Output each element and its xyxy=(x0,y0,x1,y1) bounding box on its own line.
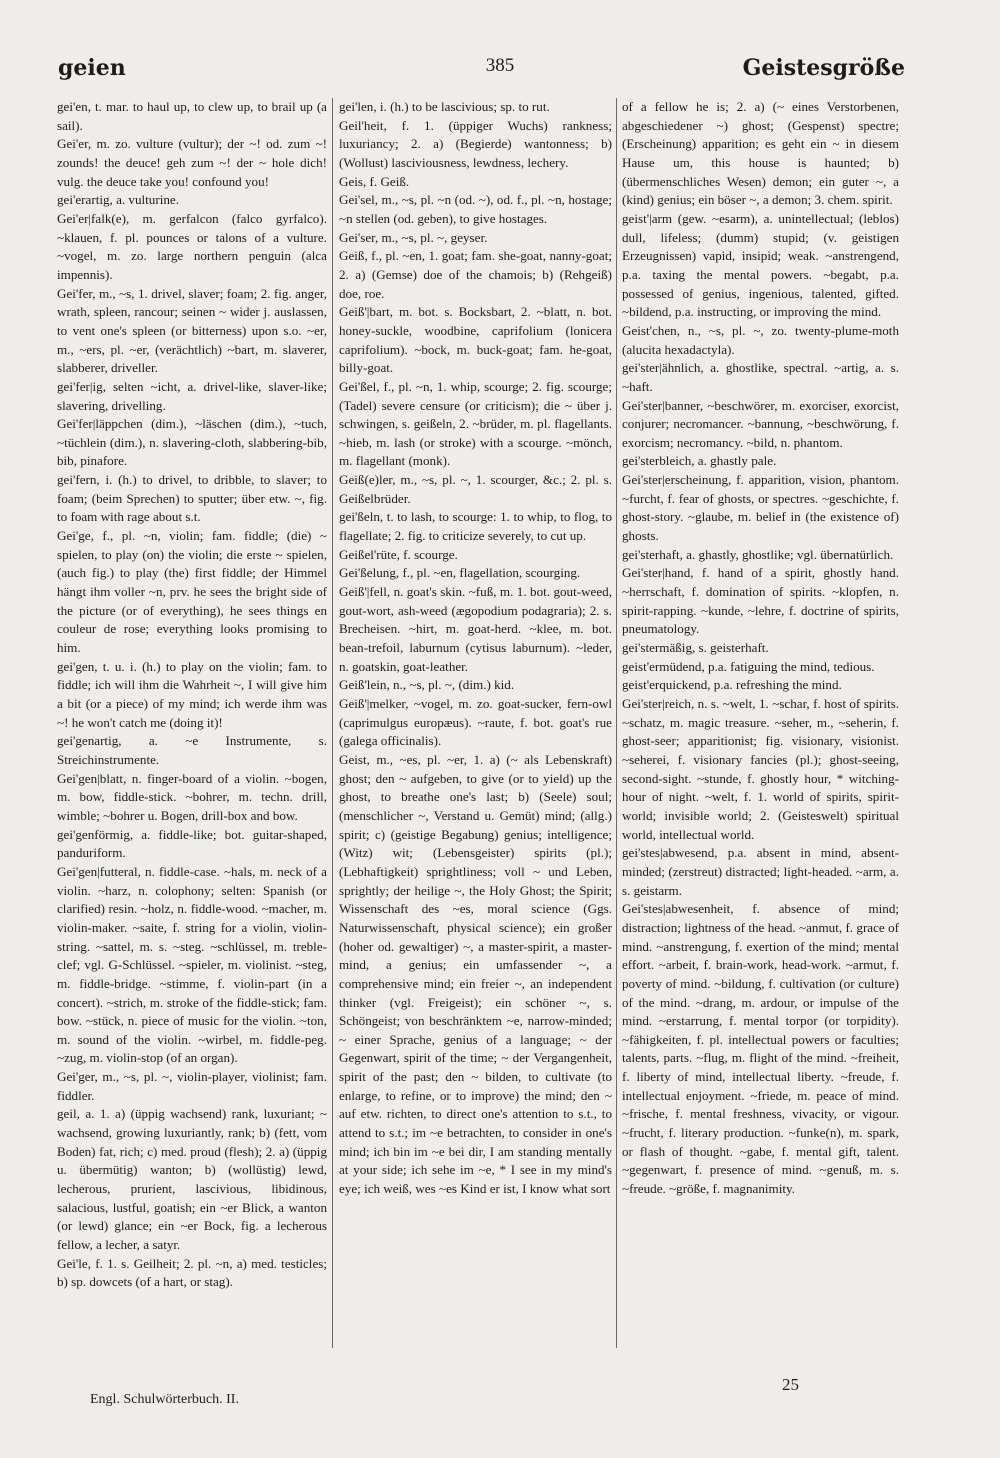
entry: Gei'stes|abwesenheit, f. absence of mind; distraction; lightness of the head. ~anmut, f. grace of mind. ~anstrengung, f. exertion of the mind; mental effort. ~arbeit, f. brain-work, head-work. ~armut, f. poverty of mind. ~bildung, f. cultivation (or culture) of the mind. ~drang, m. ardour, or impulse of the mind. ~erstarrung, f. mental torpor (or torpidity). ~fähigkeiten, f. pl. intellectual powers or faculties; talents, parts. ~flug, m. flight of the mind. ~freiheit, f. liberty of mind, intellectual liberty. ~freude, f. intellectual enjoyment. ~friede, m. peace of mind. ~frische, f. mental freshness, vivacity, or vigour. ~frucht, f. literary production. ~funke(n), m. spark, or flash of thought. ~gabe, f. mental gift, talent. ~gegenwart, f. presence of mind. ~genuß, m. s. ~freude. ~größe, f. magnanimity. xyxy=(622,901,899,1197)
entry: gei'fer|ig, selten ~icht, a. drivel-like, slaver-like; slavering, drivelling. xyxy=(57,378,327,413)
column-2 xyxy=(339,98,612,1388)
entry: Gei'fer|läppchen (dim.), ~läschen (dim.), ~tuch, ~tüchlein (dim.), n. slavering-cloth, slabbering-bib, bib, pinafore. xyxy=(57,416,327,469)
entry: Gei'ger, m., ~s, pl. ~, violin-player, violinist; fam. fiddler. xyxy=(57,1069,327,1103)
column-3 xyxy=(622,98,899,1388)
entry: Gei'ser, m., ~s, pl. ~, geyser. xyxy=(339,229,488,245)
entry: Gei'gen|blatt, n. finger-board of a violin. ~bogen, m. bow, fiddle-stick. ~bohrer, m. techn. drill, wimble; ~bohrer u. Bogen, drill-box and bow. xyxy=(57,770,327,823)
entry: geist'erquickend, p.a. refreshing the mind. xyxy=(622,677,842,693)
entry: gei'fern, i. (h.) to drivel, to dribble, to slaver; to foam; (beim Sprechen) to sputter; über etw. ~, fig. to foam with rage about s.t. xyxy=(57,472,327,525)
entry: gei'stes|abwesend, p.a. absent in mind, absent-minded; (zerstreut) distracted; light-headed. ~arm, a. s. geistarm. xyxy=(622,845,899,898)
entry: gei'len, i. (h.) to be lascivious; sp. to rut. xyxy=(339,99,550,114)
entry: gei'stermäßig, s. geisterhaft. xyxy=(622,640,769,656)
entry: Gei'fer, m., ~s, 1. drivel, slaver; foam; 2. fig. anger, wrath, spleen, rancour; seinen ~ wider j. auslassen, to vent one's spleen (or bitterness) upon s.o. ~er, m., ~ers, pl. ~er, (verächtlich) ~bart, m. slaverer, slabberer, driveller. xyxy=(57,285,327,376)
entry: gei'erartig, a. vulturine. xyxy=(57,192,179,208)
entry: Geiß'|melker, ~vogel, m. zo. goat-sucker, fern-owl (caprimulgus europæus). ~raute, f. bot. goat's rue (galega officinalis). xyxy=(339,696,612,749)
page-number: 385 xyxy=(485,55,515,76)
entry: Gei'ßel, f., pl. ~n, 1. whip, scourge; 2. fig. scourge; (Tadel) severe censure (or criticism); die ~ über j. schwingen, s. geißeln, 2. ~brüder, m. pl. flagellants. ~hieb, m. lash (or stroke) with a scourge. ~mönch, m. flagellant (monk). xyxy=(339,378,612,469)
signature-mark: 25 xyxy=(782,1375,799,1394)
entry: geil, a. 1. a) (üppig wachsend) rank, luxuriant; ~ wachsend, growing luxuriantly, rank; b) (fett, vom Boden) fat, rich; c) med. proud (flesh); 2. a) (üppig u. übermütig) wanton; b) (wollüstig) lewd, lecherous, prurient, lascivious, libidinous, salacious, lustful, goatish; ein ~er Blick, a wanton (or lewd) glance; ein ~er Bock, fig. a lecherous fellow, a lecher, a satyr. xyxy=(57,1106,327,1253)
entry: gei'sterbleich, a. ghastly pale. xyxy=(622,453,777,469)
entry: Geißel'rüte, f. scourge. xyxy=(339,546,458,562)
entry: Gei'er, m. zo. vulture (vultur); der ~! od. zum ~! zounds! the deuce! geh zum ~! der ~ hole dich! vulg. the deuce take you! confound you! xyxy=(57,136,327,189)
entry: Gei'ßelung, f., pl. ~en, flagellation, scourging. xyxy=(339,565,581,581)
entry: Gei'ge, f., pl. ~n, violin; fam. fiddle; (die) ~ spielen, to play (on) the violin; die erste ~ spielen, (auch fig.) to play (the) first fiddle; der Himmel hängt ihm voller ~n, prv. he sees the bright side of the picture (or of everything), he sees things en couleur de rose; everything looks promising to him. xyxy=(57,528,327,656)
entry: Geiß, f., pl. ~en, 1. goat; fam. she-goat, nanny-goat; 2. a) (Gemse) doe of the chamois; b) (Rehgeiß) doe, roe. xyxy=(339,248,612,301)
entry: gei'ster|ähnlich, a. ghostlike, spectral. ~artig, a. s. ~haft. xyxy=(622,360,899,394)
running-head-left: geien xyxy=(58,55,126,81)
entry: of a fellow he is; 2. a) (~ eines Verstorbenen, abgeschiedener ~) ghost; (Gespenst) spectre; (Erscheinung) apparition; es geht ein ~ in diesem Hause um, this house is haunted; b) (übermenschliches Wesen) demon; ein guter ~, a (kind) genius; ein böser ~, a demon; 3. chem. spirit. xyxy=(622,99,899,208)
entry: Gei'ster|erscheinung, f. apparition, vision, phantom. ~furcht, f. fear of ghosts, or spectres. ~geschichte, f. ghost-story. ~glaube, m. belief in (the existence of) ghosts. xyxy=(622,472,899,544)
entry: Gei'gen|futteral, n. fiddle-case. ~hals, m. neck of a violin. ~harz, n. colophony; selten: Spanish (or clarified) resin. ~holz, n. fiddle-wood. ~macher, m. violin-maker. ~saite, f. string for a violin, violin-string. ~sattel, m. s. ~steg. ~schlüssel, m. treble-clef; vgl. G-Schlüssel. ~spieler, m. violinist. ~steg, m. fiddle-bridge. ~stimme, f. violin-part (in a concert). ~strich, m. stroke of the fiddle-stick; fam. bow. ~stück, n. piece of music for the violin. ~ton, m. sound of the violin. ~wirbel, m. fiddle-peg. ~zug, m. violin-stop (of an organ). xyxy=(57,863,327,1066)
entry: gei'sterhaft, a. ghastly, ghostlike; vgl. übernatürlich. xyxy=(622,546,894,562)
column-divider xyxy=(616,98,617,1348)
imprint-line: Engl. Schulwörterbuch. II. xyxy=(90,1392,239,1407)
entry: Geiß'|fell, n. goat's skin. ~fuß, m. 1. bot. gout-weed, gout-wort, ash-weed (ægopodium podagraria); 2. s. Brecheisen. ~hirt, m. goat-herd. ~klee, m. bot. bean-trefoil, laburnum (cytisus laburnum). ~leder, n. goatskin, goat-leather. xyxy=(339,584,612,674)
entry: Geiß(e)ler, m., ~s, pl. ~, 1. scourger, &c.; 2. pl. s. Geißelbrüder. xyxy=(339,472,612,506)
entry: Geiß'|bart, m. bot. s. Bocksbart, 2. ~blatt, n. bot. honey-suckle, woodbine, caprifolium (lonicera caprifolium). ~bock, m. buck-goat; fam. he-goat, billy-goat. xyxy=(339,304,612,376)
running-head-right: Geistesgröße xyxy=(742,55,905,81)
entry: Gei'sel, m., ~s, pl. ~n (od. ~), od. f., pl. ~n, hostage; ~n stellen (od. geben), to give hostages. xyxy=(339,192,612,226)
entry: geist'ermüdend, p.a. fatiguing the mind, tedious. xyxy=(622,658,875,674)
entry: Gei'ster|hand, f. hand of a spirit, ghostly hand. ~herrschaft, f. domination of spirits. ~klopfen, n. spirit-rapping. ~kunde, ~lehre, f. doctrine of spirits, pneumatology. xyxy=(622,565,899,637)
entry: gei'ßeln, t. to lash, to scourge: 1. to whip, to flog, to flagellate; 2. fig. to criticize severely, to cut up. xyxy=(339,509,612,544)
entry: Geil'heit, f. 1. (üppiger Wuchs) rankness; luxuriancy; 2. a) (Begierde) wantonness; b) (Wollust) lasciviousness, lewdness, lechery. xyxy=(339,117,612,170)
entry: Gei'er|falk(e), m. gerfalcon (falco gyrfalco). ~klauen, f. pl. pounces or talons of a vulture. ~vogel, m. zo. large northern penguin (alca impennis). xyxy=(57,210,327,282)
column-1 xyxy=(57,98,327,1388)
entry: Gei'le, f. 1. s. Geilheit; 2. pl. ~n, a) med. testicles; b) sp. dowcets (of a hart, or stag). xyxy=(57,1255,327,1290)
column-divider xyxy=(332,98,333,1348)
entry: Gei'ster|reich, n. s. ~welt, 1. ~schar, f. host of spirits. ~schatz, m. magic treasure. ~seher, m., ~seherin, f. ghost-seer; apparitionist; fig. visionary, visionist. ~seherei, f. visionary fancies (pl.); ghost-seeing, second-sight. ~stunde, f. ghostly hour, * witching-hour of night. ~welt, f. 1. world of spirits, spirit-world; invisible world; 2. (Geisteswelt) spiritual world, intellectual world. xyxy=(622,696,899,842)
entry: gei'en, t. mar. to haul up, to clew up, to brail up (a sail). xyxy=(57,99,327,133)
entry: Geist, m., ~es, pl. ~er, 1. a) (~ als Lebenskraft) ghost; den ~ aufgeben, to give (or to yield) up the ghost, to breathe one's last; b) (Seele) soul; (menschlicher ~, Verstand u. Gemüt) mind; (allg.) spirit; c) (geistige Begabung) genius; intelligence; (Witz) wit; (Lebensgeister) spirits (pl.); (Lebhaftigkeit) sprightliness; voll ~ und Leben, sprightly; der heilige ~, the Holy Ghost; the Spirit; Wissenschaft des ~es, moral science (Ggs. Naturwissenschaft, physical science); ein großer (hoher od. gewaltiger) ~, a master-spirit, a master-mind, a genius; ein umfassender ~, a comprehensive mind; ein freier ~, an independent thinker (vgl. Freigeist); ein schöner ~, s. Schöngeist; von beschränktem ~e, narrow-minded; ~ einer Sprache, genius of a language; ~ der Gegenwart, spirit of the time; ~ der Vergangenheit, spirit of the past; den ~ bilden, to cultivate (to enlarge, to refine, or to improve) the mind; den ~ auf etw. richten, to direct one's attention to s.t., to attend to s.t.; im ~e betrachten, to consider in one's mind; ich bin im ~e bei dir, I am standing mentally at your side; ich sehe im ~e, * I see in my mind's eye; ich weiß, wes ~es Kind er ist, I know what sort xyxy=(339,751,612,1197)
entry: Geiß'lein, n., ~s, pl. ~, (dim.) kid. xyxy=(339,677,515,693)
entry: Gei'ster|banner, ~beschwörer, m. exorciser, exorcist, conjurer; necromancer. ~bannung, ~beschwörung, f. exorcism; necromancy. ~bild, n. phantom. xyxy=(622,397,899,450)
entry: gei'genartig, a. ~e Instrumente, s. Streichinstrumente. xyxy=(57,733,327,767)
entry: Geis, f. Geiß. xyxy=(339,173,410,189)
entry: gei'genförmig, a. fiddle-like; bot. guitar-shaped, panduriform. xyxy=(57,826,327,861)
entry: Geist'chen, n., ~s, pl. ~, zo. twenty-plume-moth (alucita hexadactyla). xyxy=(622,322,899,357)
entry: geist'|arm (gew. ~esarm), a. unintellectual; (leblos) dull, lifeless; (dumm) stupid; (v. geistigen Erzeugnissen) vapid, insipid; weak. ~anstrengend, p.a. taxing the mental powers. ~begabt, p.a. possessed of genius, ingenious, talented, gifted. ~bildend, p.a. instructing, or improving the mind. xyxy=(622,210,899,320)
entry: gei'gen, t. u. i. (h.) to play on the violin; fam. to fiddle; ich will ihm die Wahrheit ~, I will give him a bit (or a piece) of my mind; ich werde ihm was ~! he won't catch me (doing it)! xyxy=(57,658,327,730)
